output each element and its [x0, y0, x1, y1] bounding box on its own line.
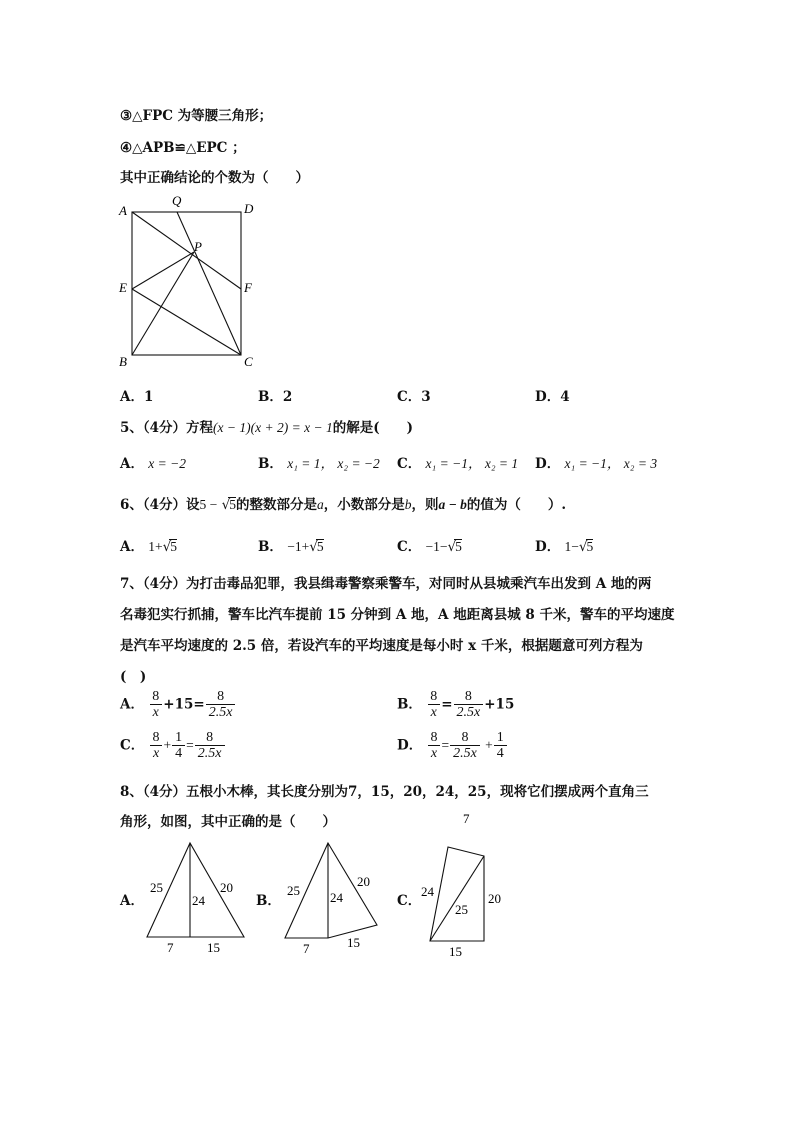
q8-option-c-letter[interactable]: C．: [397, 893, 422, 909]
segment-qc: [177, 212, 241, 355]
option-letter: C．: [397, 539, 422, 555]
question-prompt: 其中正确结论的个数为（ ）: [120, 170, 309, 186]
option-letter: B．: [258, 539, 283, 555]
option-text: −1−: [425, 539, 448, 554]
len-15: 15: [449, 944, 462, 959]
option-letter: B．: [397, 696, 422, 713]
option-text: x₁ = −1， x₂ = 1: [425, 456, 519, 471]
q4-option-d[interactable]: [535, 385, 570, 405]
option-radicand: 5: [170, 539, 178, 554]
question-8-line-2: 角形，如图，其中正确的是（ ）: [120, 814, 336, 830]
q6-option-b[interactable]: B． −1+√5: [258, 539, 324, 555]
q8-figure-a: [140, 838, 252, 956]
option-letter: A．: [120, 539, 144, 555]
equals: =: [441, 737, 450, 753]
question-6-stem: 6、（4分）设5 − √5的整数部分是a，小数部分是b，则a − b的值为（ ）.: [120, 497, 567, 513]
q6-radicand: 5: [229, 497, 236, 512]
q8-option-a-letter[interactable]: A．: [120, 893, 144, 909]
option-letter: B．: [258, 389, 283, 405]
question-7-line-1: 7、（4分）为打击毒品犯罪，我县缉毒警察乘警车，对同时从县城乘汽车出发到 A 地的两: [120, 576, 652, 592]
len-20: 20: [488, 891, 501, 906]
question-7-line-4: ( ): [120, 669, 147, 685]
len-15: 15: [347, 935, 360, 950]
option-letter: C．: [120, 737, 145, 754]
option-letter: B．: [258, 456, 283, 472]
q4-option-b[interactable]: [258, 385, 292, 405]
q5-option-b[interactable]: [258, 452, 380, 472]
option-radicand: 5: [586, 539, 594, 554]
label-p: P: [194, 239, 202, 254]
q6-text: ，则: [411, 497, 439, 513]
fraction: $\frac{8}{x}$: [149, 689, 162, 721]
q6-expression: 5 −: [199, 497, 218, 512]
option-letter: C．: [397, 389, 422, 405]
option-radicand: 5: [455, 539, 462, 554]
fraction: $\frac{1}{4}$: [172, 730, 185, 762]
fraction: $\frac{8}{x}$: [428, 730, 441, 762]
q5-option-d[interactable]: [535, 452, 657, 472]
question-7-line-2: 名毒犯实行抓捕，警车比汽车提前 15 分钟到 A 地，A 地距离县城 8 千米，警车的平均速度: [120, 607, 675, 623]
q4-option-c[interactable]: [397, 385, 431, 405]
plus: +: [163, 737, 172, 753]
q6-prefix: 6、（4分）设: [120, 497, 200, 513]
q5-option-c[interactable]: [397, 452, 518, 472]
option-radicand: 5: [316, 539, 324, 554]
label-a: A: [119, 203, 127, 218]
fraction: $\frac{8}{x}$: [427, 689, 440, 721]
option-text: x₁ = 1， x₂ = −2: [287, 456, 380, 471]
q5-suffix: 的解是( ): [332, 420, 413, 436]
fraction: $\frac{8}{2.5x}$: [195, 730, 225, 762]
question-8-line-1: 8、（4分）五根小木棒，其长度分别为7，15，20，24，25，现将它们摆成两个直角三: [120, 784, 649, 800]
option-letter: D．: [535, 456, 561, 472]
equals: =: [193, 696, 205, 713]
var-a: a: [316, 497, 324, 512]
q7-option-b[interactable]: [397, 689, 514, 721]
option-text: 2: [282, 389, 293, 405]
option-text: 1+: [148, 539, 163, 554]
q6-option-a[interactable]: A． 1+√5: [120, 539, 178, 555]
q8-option-b-letter[interactable]: B．: [256, 893, 281, 909]
label-f: F: [244, 280, 252, 295]
segment-bp: [132, 252, 194, 355]
q8-figure-b: [278, 838, 388, 956]
len-24: 24: [421, 884, 434, 899]
fraction: $\frac{8}{x}$: [150, 730, 163, 762]
plus-15: +15: [484, 696, 515, 713]
option-letter: D．: [535, 389, 561, 405]
var-b: b: [404, 497, 412, 512]
option-letter: A．: [120, 696, 144, 713]
question-5-stem: [120, 416, 413, 436]
segment-ep: [132, 252, 194, 289]
q7-option-a[interactable]: [120, 689, 236, 721]
equals: =: [186, 737, 194, 753]
q5-option-a[interactable]: [120, 452, 186, 472]
rectangle-figure: [110, 192, 270, 372]
q7-option-d[interactable]: [397, 730, 508, 762]
len-25: 25: [287, 883, 300, 898]
label-q: Q: [172, 193, 182, 208]
option-text: 4: [560, 389, 570, 405]
option-letter: D．: [535, 539, 561, 555]
q6-suffix: 的值为（ ）.: [466, 497, 567, 513]
statement-4: ④△APB≌△EPC ；: [120, 140, 246, 156]
option-text: 1−: [564, 539, 579, 554]
plus: +: [485, 737, 493, 753]
option-letter: A．: [120, 389, 144, 405]
label-e: E: [119, 280, 127, 295]
len-25: 25: [150, 880, 163, 895]
len-7: 7: [463, 811, 470, 826]
q6-text: 的整数部分是: [235, 497, 317, 513]
plus-15: +15: [163, 696, 194, 713]
q4-option-a[interactable]: [120, 385, 153, 405]
label-d: D: [244, 201, 254, 216]
q6-option-d[interactable]: D． 1−√5: [535, 539, 594, 555]
q6-text: ，小数部分是: [323, 497, 405, 513]
option-letter: A．: [120, 456, 144, 472]
option-text: 1: [143, 389, 154, 405]
fraction: $\frac{8}{2.5x}$: [450, 730, 480, 762]
label-c: C: [244, 354, 253, 369]
segment-ec: [132, 289, 241, 355]
option-text: x = −2: [148, 456, 186, 471]
q6-ab: a − b: [438, 497, 467, 512]
option-text: −1+: [287, 539, 310, 554]
len-20: 20: [357, 874, 370, 889]
len-7: 7: [167, 940, 174, 955]
statement-3: ③△FPC 为等腰三角形；: [120, 108, 273, 124]
len-24: 24: [330, 890, 343, 905]
len-25: 25: [455, 902, 468, 917]
q6-option-c[interactable]: C． −1−√5: [397, 539, 462, 555]
option-letter: D．: [397, 737, 423, 754]
len-7: 7: [303, 941, 310, 956]
option-letter: C．: [397, 456, 422, 472]
q8-figure-c: [418, 810, 518, 962]
equals: =: [441, 696, 453, 713]
q5-equation: (x − 1)(x + 2) = x − 1: [213, 420, 333, 435]
option-text: x₁ = −1， x₂ = 3: [564, 456, 658, 471]
segment-af: [132, 212, 241, 289]
len-20: 20: [220, 880, 233, 895]
len-24: 24: [192, 893, 205, 908]
label-b: B: [119, 354, 127, 369]
option-text: 3: [421, 389, 431, 405]
question-7-line-3: 是汽车平均速度的 2.5 倍，若设汽车的平均速度是每小时 x 千米，根据题意可列方程为: [120, 638, 643, 654]
len-15: 15: [207, 940, 220, 955]
fraction: $\frac{8}{2.5x}$: [206, 689, 236, 721]
q7-option-c[interactable]: [120, 730, 226, 762]
fraction: $\frac{1}{4}$: [494, 730, 507, 762]
q5-prefix: 5、（4分）方程: [120, 420, 214, 436]
fraction: $\frac{8}{2.5x}$: [454, 689, 484, 721]
